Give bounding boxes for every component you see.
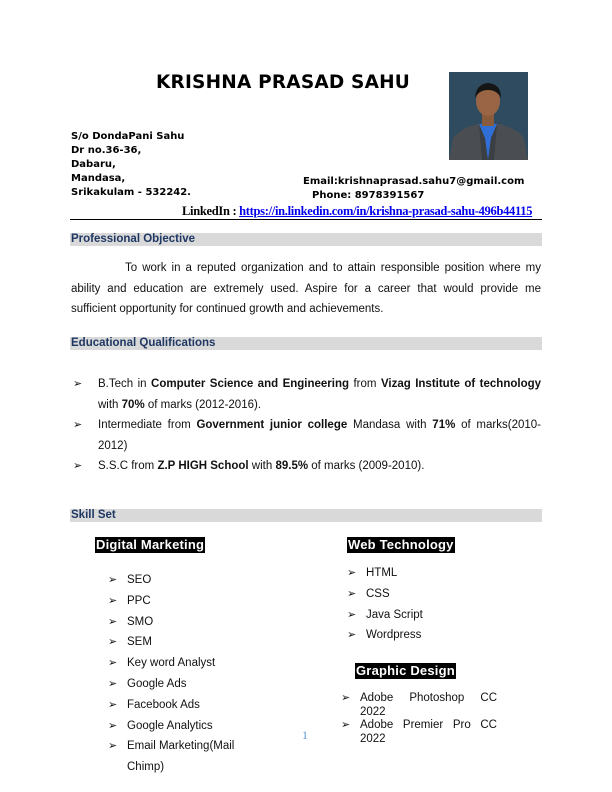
skill-item xyxy=(347,605,497,626)
skill-label: PPC xyxy=(127,594,151,607)
arrow-bullet-icon: ➢ xyxy=(108,740,118,753)
person-photo-icon xyxy=(449,72,528,160)
skill-label: Google Ads xyxy=(127,677,187,690)
graphic-design-list xyxy=(341,692,497,746)
emphasis-text: Computer Science and Engineering xyxy=(151,378,350,390)
skill-label: Wordpress xyxy=(366,629,422,642)
skill-heading-digital-marketing: Digital Marketing xyxy=(96,537,205,552)
emphasis-text: 71% xyxy=(432,419,456,431)
body-text: of marks(2010-2012) xyxy=(98,419,541,452)
education-list xyxy=(73,374,541,477)
linkedin-label: LinkedIn : xyxy=(182,204,240,218)
skill-label: Facebook Ads xyxy=(127,698,200,711)
address-line: Srikakulam - 532242. xyxy=(71,187,191,198)
skill-item xyxy=(108,653,258,674)
arrow-bullet-icon: ➢ xyxy=(347,608,357,621)
emphasis-text: Government junior college xyxy=(196,419,348,431)
skill-item xyxy=(341,719,497,746)
arrow-bullet-icon: ➢ xyxy=(341,692,351,704)
body-text: of marks (2009-2010). xyxy=(308,460,425,472)
body-text: S.S.C from xyxy=(98,460,158,472)
address-line: S/o DondaPani Sahu xyxy=(71,131,185,142)
body-text: B.Tech in xyxy=(98,378,152,390)
section-header-objective: Professional Objective xyxy=(70,233,542,246)
arrow-bullet-icon: ➢ xyxy=(347,567,357,579)
objective-body: To work in a reputed organization and to attain responsible position where my ability and education are extremely used. Aspire for a career that would provide me sufficient opportunity for continued growth and achievements. xyxy=(71,262,541,315)
arrow-bullet-icon: ➢ xyxy=(73,460,83,472)
skill-item xyxy=(347,563,497,584)
candidate-name: KRISHNA PRASAD SAHU xyxy=(155,72,411,93)
body-text: of marks (2012-2016). xyxy=(144,398,262,411)
skill-label: SEO xyxy=(127,574,152,586)
page-number: 1 xyxy=(302,728,308,742)
emphasis-text: Vizag Institute of technology xyxy=(380,378,542,390)
header-divider xyxy=(70,219,542,220)
skill-label: SMO xyxy=(127,615,154,628)
skill-label: Java Script xyxy=(366,608,423,621)
body-text: with xyxy=(248,460,276,472)
arrow-bullet-icon: ➢ xyxy=(341,719,351,731)
section-header-education: Educational Qualifications xyxy=(70,337,542,350)
skill-label: SEM xyxy=(127,636,152,649)
emphasis-text: 89.5% xyxy=(275,460,309,472)
address-line: Mandasa, xyxy=(71,173,126,184)
skill-item xyxy=(108,612,258,633)
body-text: Mandasa with xyxy=(347,419,433,431)
arrow-bullet-icon: ➢ xyxy=(347,629,357,642)
arrow-bullet-icon: ➢ xyxy=(108,594,118,607)
skill-label: Google Analytics xyxy=(127,719,213,732)
skill-item xyxy=(108,736,258,778)
linkedin-link[interactable]: https://in.linkedin.com/in/krishna-prasad-sahu-496b44115 xyxy=(239,204,533,218)
skill-label: CSS xyxy=(366,587,390,600)
skill-item xyxy=(108,695,258,716)
linkedin-row xyxy=(182,204,532,219)
body-text: Intermediate from xyxy=(98,419,197,431)
skill-item xyxy=(108,674,258,695)
skill-item xyxy=(108,570,258,591)
address-block xyxy=(71,130,191,200)
arrow-bullet-icon: ➢ xyxy=(108,719,118,732)
skill-item xyxy=(108,591,258,612)
skill-item xyxy=(341,692,497,719)
skill-label: Adobe Premier Pro CC 2022 xyxy=(360,719,497,745)
skill-label: Adobe Photoshop CC 2022 xyxy=(360,692,497,718)
skill-item xyxy=(108,716,258,737)
body-text: with xyxy=(98,398,122,411)
skill-label: Email Marketing(Mail Chimp) xyxy=(127,740,235,774)
skill-heading-web-technology: Web Technology xyxy=(348,537,454,552)
arrow-bullet-icon: ➢ xyxy=(73,378,83,390)
skill-item xyxy=(108,632,258,653)
emphasis-text: Z.P HIGH School xyxy=(157,460,249,472)
body-text: from xyxy=(349,378,381,390)
arrow-bullet-icon: ➢ xyxy=(108,677,118,690)
arrow-bullet-icon: ➢ xyxy=(108,615,118,628)
skill-heading-graphic-design: Graphic Design xyxy=(356,663,455,678)
skill-label: HTML xyxy=(366,567,398,579)
arrow-bullet-icon: ➢ xyxy=(108,657,118,670)
emphasis-text: 70% xyxy=(121,398,145,411)
address-line: Dabaru, xyxy=(71,159,116,170)
arrow-bullet-icon: ➢ xyxy=(108,636,118,649)
section-header-skills: Skill Set xyxy=(70,509,542,522)
phone: Phone: 8978391567 xyxy=(312,190,425,201)
arrow-bullet-icon: ➢ xyxy=(73,419,83,431)
profile-photo xyxy=(449,72,528,160)
email: Email:krishnaprasad.sahu7@gmail.com xyxy=(303,176,525,187)
education-item xyxy=(73,374,541,415)
skill-item xyxy=(347,584,497,605)
skill-label: Key word Analyst xyxy=(127,657,216,670)
digital-marketing-list xyxy=(108,570,258,778)
skill-item xyxy=(347,625,497,646)
objective-text xyxy=(71,258,541,320)
address-line: Dr no.36-36, xyxy=(71,145,142,156)
arrow-bullet-icon: ➢ xyxy=(108,574,118,586)
arrow-bullet-icon: ➢ xyxy=(108,698,118,711)
education-item xyxy=(73,415,541,456)
education-item xyxy=(73,456,541,477)
web-technology-list xyxy=(347,563,497,646)
arrow-bullet-icon: ➢ xyxy=(347,587,357,600)
